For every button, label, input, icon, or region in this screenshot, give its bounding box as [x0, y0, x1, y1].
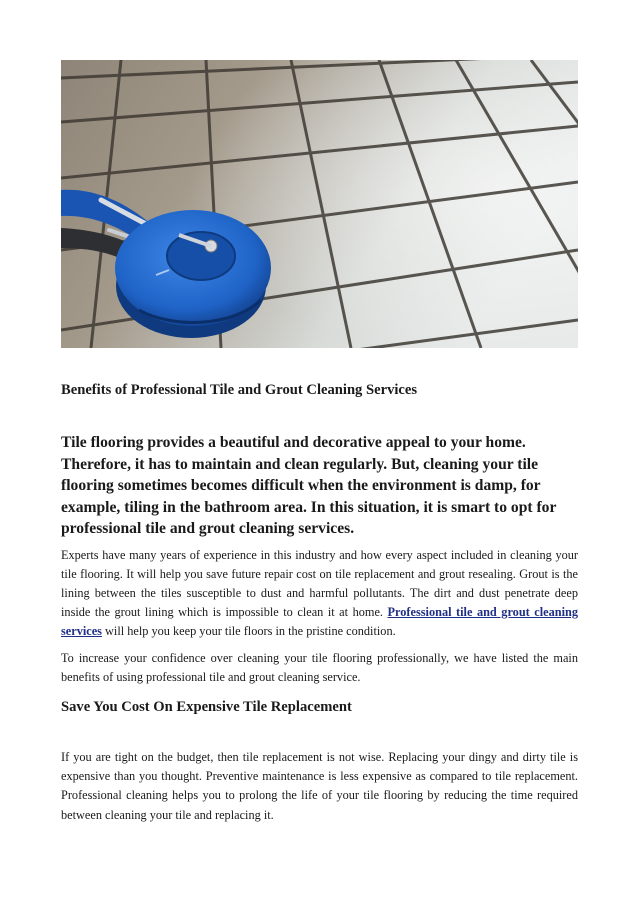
- lead-paragraph: Tile flooring provides a beautiful and decorative appeal to your home. Therefore, it has to maintain and clean regularly. But, cleaning your tile flooring sometimes becomes difficult when the environment is damp, for example, tiling in the bathroom area. In this situation, it is smart to opt for professional tile and grout cleaning services.: [61, 434, 557, 537]
- tile-cleaning-photo: [61, 60, 578, 348]
- article: [61, 380, 578, 825]
- paragraph-confidence: To increase your confidence over cleaning your tile flooring professionally, we have listed the main benefits of using professional tile and grout cleaning service.: [61, 650, 578, 684]
- paragraph-text: will help you keep your tile floors in the pristine condition.: [105, 624, 396, 639]
- section-heading: Save You Cost On Expensive Tile Replacement: [61, 698, 352, 715]
- paragraph-experience: [61, 546, 578, 642]
- hero-image: [61, 60, 578, 348]
- article-title: Benefits of Professional Tile and Grout Cleaning Services: [61, 382, 418, 398]
- paragraph-text: Experts have many years of experience in this industry and how every aspect included in cleaning your tile flooring. It will help you save future repair cost on tile replacement and grout resealing. Grout is the lining between the tiles susceptible to dust and harmful pollutants. The dirt and dust penetrate deep inside the grout lining which is impossible to clean it at home.: [61, 547, 578, 620]
- professional-cleaning-link[interactable]: Professional tile and grout cleaning services: [61, 605, 579, 639]
- paragraph-budget: If you are tight on the budget, then tile replacement is not wise. Replacing your dingy and dirty tile is expensive than you thought. Preventive maintenance is less expensive as compared to tile replacement. Professional cleaning helps you to prolong the life of your tile flooring by reducing the time required between cleaning your tile and replacing it.: [61, 749, 578, 822]
